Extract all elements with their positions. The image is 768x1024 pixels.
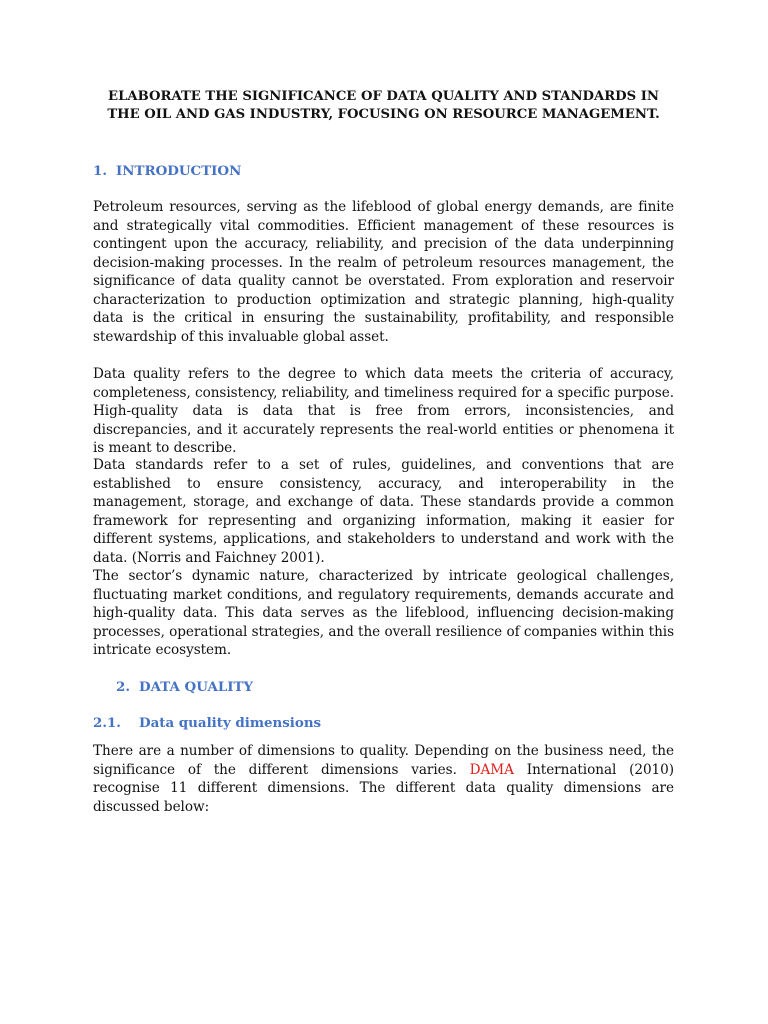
intro-paragraph-1: Petroleum resources, serving as the lifeblood of global energy demands, are finite and strategically vital commodities. Efficient management of these resources is contingent upon the accuracy, reliability, and precision of the data underpinning decision-making processes. In the realm of petroleum resources management, the significance of data quality cannot be overstated. From exploration and reservoir characterization to production optimization and strategic planning, high-quality data is the critical in ensuring the sustainability, profitability, and responsible stewardship of this invaluable global asset. <box>93 199 674 345</box>
section-label: INTRODUCTION <box>116 163 242 179</box>
section-number: 1. <box>93 163 107 179</box>
subsection-heading-dimensions <box>93 714 321 732</box>
section-label: DATA QUALITY <box>139 679 254 695</box>
subsection-label: Data quality dimensions <box>139 715 322 731</box>
document-title: ELABORATE THE SIGNIFICANCE OF DATA QUALITY AND STANDARDS IN THE OIL AND GAS INDUSTRY, FOCUSING ON RESOURCE MANAGEMENT. <box>107 89 660 122</box>
subsection-number: 2.1. <box>93 715 121 731</box>
dimensions-text-before: There are a number of dimensions to quality. Depending on the business need, the significance of the different dimensions varies. <box>93 743 674 778</box>
intro-paragraph-4: The sector’s dynamic nature, characterized by intricate geological challenges, fluctuating market conditions, and regulatory requirements, demands accurate and high-quality data. This data serves as the lifeblood, influencing decision-making processes, operational strategies, and the overall resilience of companies within this intricate ecosystem. <box>93 568 674 658</box>
dimensions-paragraph <box>93 742 674 816</box>
intro-paragraph-2: Data quality refers to the degree to which data meets the criteria of accuracy, completeness, consistency, reliability, and timeliness required for a specific purpose. High-quality data is data that is free from errors, inconsistencies, and discrepancies, and it accurately represents the real-world entities or phenomena it is meant to describe. <box>93 366 674 456</box>
dama-reference-highlight: DAMA <box>469 761 514 778</box>
dimensions-text-after: International (2010) recognise 11 different dimensions. The different data quality dimensions are discussed below: <box>93 761 674 815</box>
section-number: 2. <box>116 679 130 695</box>
section-heading-introduction <box>93 162 241 180</box>
intro-paragraph-3: Data standards refer to a set of rules, guidelines, and conventions that are established to ensure consistency, accuracy, and interoperability in the management, storage, and exchange of data. These standards provide a common framework for representing and organizing information, making it easier for different systems, applications, and stakeholders to understand and work with the data. (Norris and Faichney 2001). <box>93 457 674 566</box>
section-heading-data-quality <box>116 678 253 696</box>
